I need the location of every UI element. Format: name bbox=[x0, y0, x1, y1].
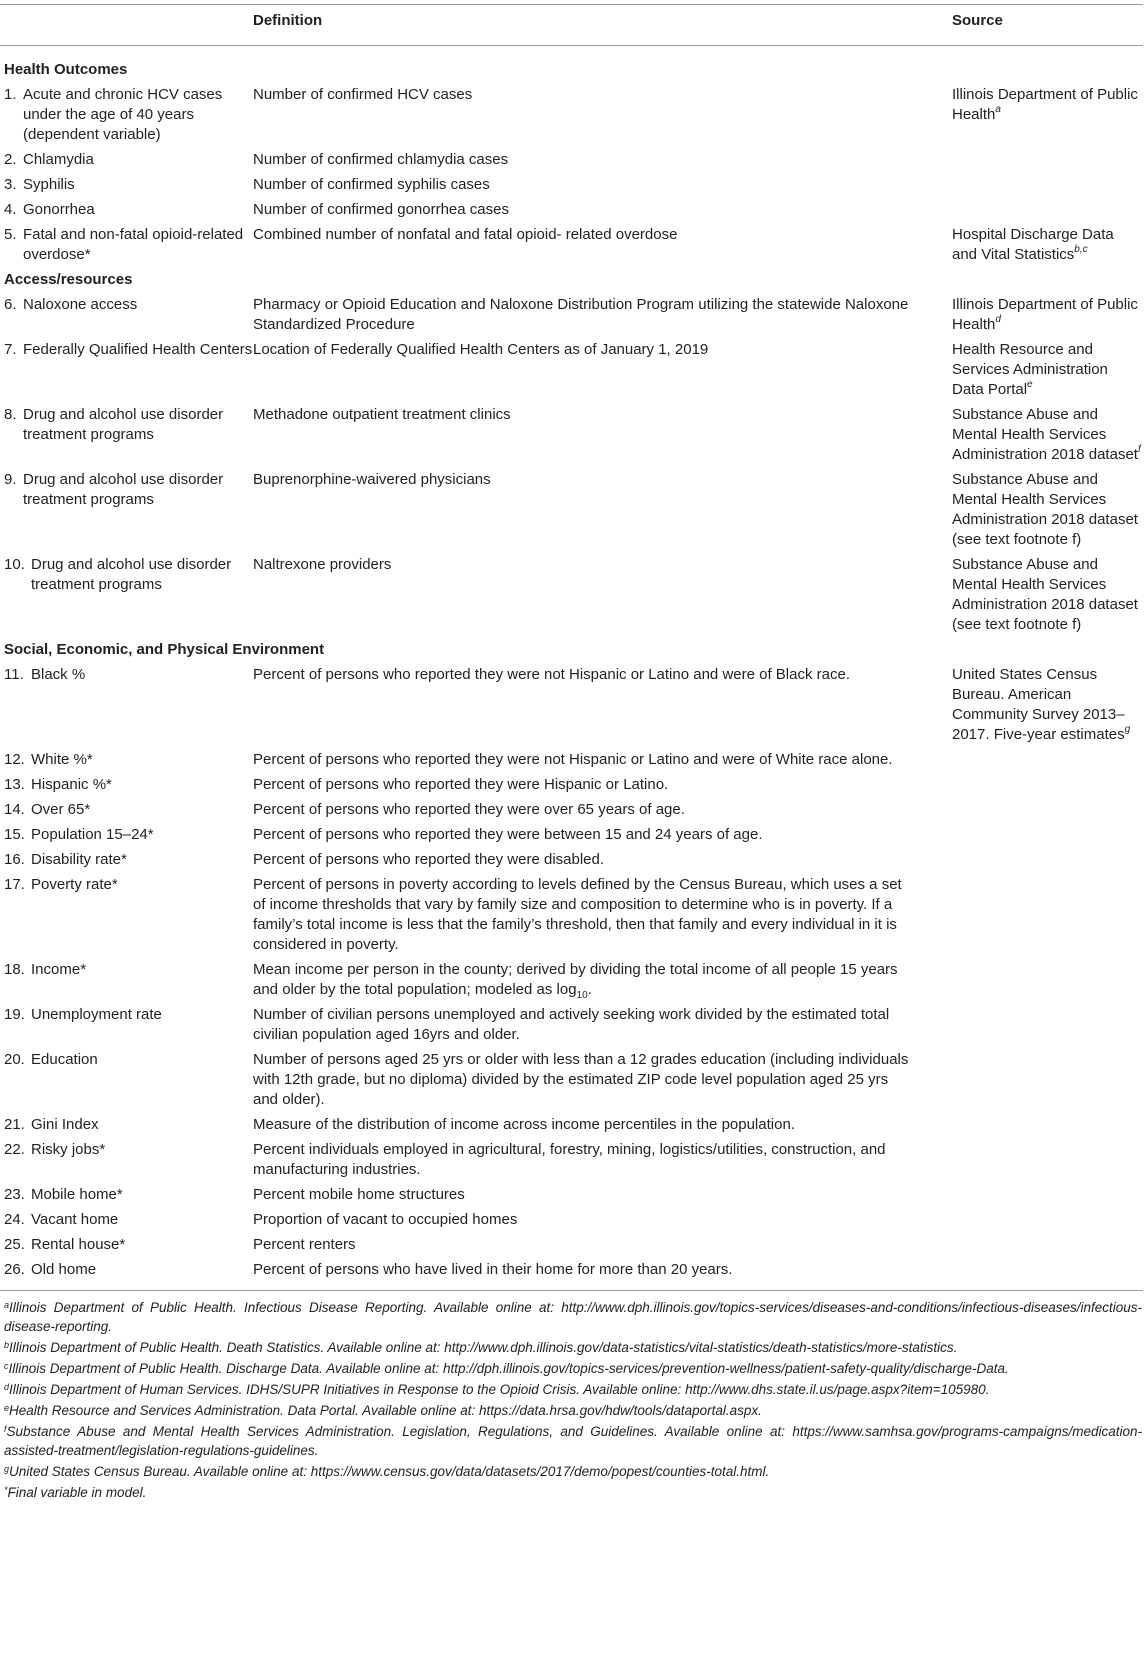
table-row bbox=[0, 1047, 1146, 1112]
definition-cell bbox=[253, 1137, 952, 1182]
source-footnote-mark: g bbox=[1124, 724, 1131, 735]
variable-item bbox=[4, 1235, 253, 1255]
source-cell bbox=[952, 82, 1146, 147]
footnote-text: Illinois Department of Public Health. Discharge Data. Available online at: http://dph.illinois.gov/topics-services/prevention-wellness/patient-safety-quality/discharge-Data. bbox=[8, 1361, 1009, 1376]
variable-item bbox=[4, 1115, 253, 1135]
definition-cell bbox=[253, 337, 952, 402]
definition-cell bbox=[253, 552, 952, 637]
source-footnote-mark: e bbox=[1027, 379, 1033, 390]
definition-cell bbox=[253, 847, 952, 872]
row-number: 14. bbox=[4, 801, 25, 818]
variable-item bbox=[4, 665, 253, 685]
row-number: 15. bbox=[4, 826, 25, 843]
definition-cell bbox=[253, 197, 952, 222]
variable-label: Gonorrhea bbox=[23, 201, 95, 218]
table-row bbox=[0, 1137, 1146, 1182]
definition-text: Combined number of nonfatal and fatal opioid- related overdose bbox=[253, 226, 678, 243]
variable-cell bbox=[0, 747, 253, 772]
row-number: 26. bbox=[4, 1261, 25, 1278]
definition-text: Percent mobile home structures bbox=[253, 1186, 465, 1203]
definition-text: Pharmacy or Opioid Education and Naloxone Distribution Program utilizing the statewide Naloxone Standardized Procedure bbox=[253, 296, 909, 333]
definition-text: Percent of persons who reported they were disabled. bbox=[253, 851, 605, 868]
table-row bbox=[0, 1002, 1146, 1047]
source-cell bbox=[952, 747, 1146, 772]
source-cell bbox=[952, 172, 1146, 197]
source-cell bbox=[952, 797, 1146, 822]
footnote-mark: d bbox=[4, 1382, 10, 1392]
variable-cell bbox=[0, 222, 253, 267]
variable-item bbox=[4, 825, 253, 845]
definition-text: Measure of the distribution of income across income percentiles in the population. bbox=[253, 1116, 795, 1133]
footnote-text: Illinois Department of Public Health. Infectious Disease Reporting. Available online at: http://www.dph.illinois.gov/topics-services/diseases-and-conditions/infectious-diseases/infectious-disease-reporting. bbox=[4, 1300, 1142, 1334]
section-title: Access/resources bbox=[4, 271, 133, 288]
variable-item bbox=[4, 1050, 253, 1070]
row-number: 25. bbox=[4, 1236, 25, 1253]
variable-cell bbox=[0, 1257, 253, 1282]
definition-cell bbox=[253, 957, 952, 1002]
definition-text: Percent individuals employed in agricultural, forestry, mining, logistics/utilities, construction, and manufacturing industries. bbox=[253, 1141, 886, 1178]
variable-cell bbox=[0, 772, 253, 797]
variable-label: Old home bbox=[31, 1261, 97, 1278]
definition-subscript: 10 bbox=[576, 990, 588, 1001]
footnote-mark: b bbox=[4, 1340, 10, 1350]
definition-text: Number of persons aged 25 yrs or older with less than a 12 grades education (including individuals with 12th grade, but no diploma) divided by the estimated ZIP code level population aged 25 yrs and older). bbox=[253, 1051, 909, 1108]
variable-cell bbox=[0, 467, 253, 552]
table-row bbox=[0, 797, 1146, 822]
table-row bbox=[0, 147, 1146, 172]
row-number: 12. bbox=[4, 751, 25, 768]
source-cell bbox=[952, 222, 1146, 267]
row-number: 7. bbox=[4, 341, 17, 358]
variable-label: Education bbox=[31, 1051, 98, 1068]
variable-label: Federally Qualified Health Centers bbox=[23, 341, 253, 358]
footnote-text: Illinois Department of Human Services. IDHS/SUPR Initiatives in Response to the Opioid Crisis. Available online: http://www.dhs.state.il.us/page.aspx?item=105980. bbox=[9, 1382, 990, 1397]
variable-label: Drug and alcohol use disorder treatment programs bbox=[23, 471, 224, 508]
footnote-mark: g bbox=[4, 1464, 10, 1474]
definition-cell bbox=[253, 1182, 952, 1207]
variable-cell bbox=[0, 1182, 253, 1207]
definition-text: Number of confirmed syphilis cases bbox=[253, 176, 490, 193]
source-cell bbox=[952, 1137, 1146, 1182]
definition-cell bbox=[253, 467, 952, 552]
variable-cell bbox=[0, 552, 253, 637]
row-number: 16. bbox=[4, 851, 25, 868]
source-cell bbox=[952, 1257, 1146, 1282]
source-cell bbox=[952, 552, 1146, 637]
source-cell bbox=[952, 147, 1146, 172]
section-title: Health Outcomes bbox=[4, 61, 128, 78]
variable-cell bbox=[0, 1002, 253, 1047]
table-row bbox=[0, 1257, 1146, 1282]
definition-text: Number of confirmed gonorrhea cases bbox=[253, 201, 509, 218]
variable-label: Poverty rate* bbox=[31, 876, 118, 893]
definition-cell bbox=[253, 872, 952, 957]
variable-item bbox=[4, 405, 253, 445]
variable-cell bbox=[0, 957, 253, 1002]
table-row bbox=[0, 747, 1146, 772]
footnote bbox=[4, 1336, 1142, 1357]
variable-column-header bbox=[0, 8, 253, 48]
definition-text: Percent of persons who reported they were between 15 and 24 years of age. bbox=[253, 826, 763, 843]
source-cell bbox=[952, 197, 1146, 222]
definition-cell bbox=[253, 797, 952, 822]
definition-text: Buprenorphine-waivered physicians bbox=[253, 471, 491, 488]
footnote bbox=[4, 1420, 1142, 1460]
table-row bbox=[0, 172, 1146, 197]
row-number: 18. bbox=[4, 961, 25, 978]
row-number: 4. bbox=[4, 201, 17, 218]
source-footnote-mark: a bbox=[995, 104, 1001, 115]
variable-label: Over 65* bbox=[31, 801, 91, 818]
variable-item bbox=[4, 1260, 253, 1280]
source-cell bbox=[952, 1207, 1146, 1232]
variable-label: Syphilis bbox=[23, 176, 75, 193]
source-text: Hospital Discharge Data and Vital Statistics bbox=[952, 226, 1114, 263]
definition-text: Naltrexone providers bbox=[253, 556, 392, 573]
variable-item bbox=[4, 960, 253, 980]
source-footnote-mark: f bbox=[1137, 444, 1141, 455]
source-text: Substance Abuse and Mental Health Services Administration 2018 dataset (see text footnote f) bbox=[952, 556, 1138, 633]
section-title: Social, Economic, and Physical Environment bbox=[4, 641, 325, 658]
source-cell bbox=[952, 292, 1146, 337]
definition-cell bbox=[253, 822, 952, 847]
variable-label: Black % bbox=[31, 666, 86, 683]
row-number: 3. bbox=[4, 176, 17, 193]
footnote-mark: e bbox=[4, 1403, 10, 1413]
row-number: 2. bbox=[4, 151, 17, 168]
variable-label: Drug and alcohol use disorder treatment programs bbox=[23, 406, 224, 443]
table-row bbox=[0, 222, 1146, 267]
variable-cell bbox=[0, 197, 253, 222]
variable-label: Population 15–24* bbox=[31, 826, 154, 843]
source-cell bbox=[952, 957, 1146, 1002]
row-number: 9. bbox=[4, 471, 17, 488]
section-row bbox=[0, 637, 1146, 662]
footnote-mark: f bbox=[4, 1424, 7, 1434]
variable-cell bbox=[0, 1232, 253, 1257]
variable-label: Acute and chronic HCV cases under the age of 40 years (dependent variable) bbox=[23, 86, 223, 143]
source-text: Substance Abuse and Mental Health Services Administration 2018 dataset (see text footnote f) bbox=[952, 471, 1138, 548]
variable-label: Income* bbox=[31, 961, 87, 978]
variable-item bbox=[4, 340, 253, 360]
variable-label: Drug and alcohol use disorder treatment programs bbox=[31, 556, 232, 593]
definition-text: Percent of persons who reported they were Hispanic or Latino. bbox=[253, 776, 669, 793]
definition-column-header: Definition bbox=[253, 12, 323, 29]
row-number: 6. bbox=[4, 296, 17, 313]
variable-cell bbox=[0, 1112, 253, 1137]
source-text: United States Census Bureau. American Community Survey 2013–2017. Five-year estimates bbox=[952, 666, 1125, 743]
variable-label: White %* bbox=[31, 751, 93, 768]
definition-text: Location of Federally Qualified Health Centers as of January 1, 2019 bbox=[253, 341, 709, 358]
variable-label: Hispanic %* bbox=[31, 776, 112, 793]
table-row bbox=[0, 337, 1146, 402]
definition-cell bbox=[253, 772, 952, 797]
footnotes bbox=[4, 1296, 1142, 1502]
source-cell bbox=[952, 402, 1146, 467]
table-row bbox=[0, 822, 1146, 847]
definition-text: Percent renters bbox=[253, 1236, 356, 1253]
footnote bbox=[4, 1378, 1142, 1399]
variable-cell bbox=[0, 337, 253, 402]
table-row bbox=[0, 957, 1146, 1002]
definition-text: Methadone outpatient treatment clinics bbox=[253, 406, 511, 423]
row-number: 11. bbox=[4, 666, 24, 683]
source-cell bbox=[952, 1047, 1146, 1112]
source-cell bbox=[952, 1002, 1146, 1047]
row-number: 17. bbox=[4, 876, 25, 893]
source-cell bbox=[952, 847, 1146, 872]
variable-item bbox=[4, 850, 253, 870]
variable-item bbox=[4, 1140, 253, 1160]
source-cell bbox=[952, 822, 1146, 847]
definition-text: Proportion of vacant to occupied homes bbox=[253, 1211, 518, 1228]
table-row bbox=[0, 1207, 1146, 1232]
variable-item bbox=[4, 1005, 253, 1025]
table-row bbox=[0, 662, 1146, 747]
source-footnote-mark: b,c bbox=[1074, 244, 1088, 255]
footnote-mark: * bbox=[4, 1485, 8, 1495]
definition-text: Mean income per person in the county; derived by dividing the total income of all people 15 years and older by the total population; modeled as log bbox=[253, 961, 898, 998]
definition-text: Percent of persons in poverty according to levels defined by the Census Bureau, which uses a set of income thresholds that vary by family size and composition to determine who is in poverty. If a family’s total income is less that the family’s threshold, then that family and every individual in it is considered in poverty. bbox=[253, 876, 902, 953]
top-rule bbox=[0, 4, 1143, 5]
definition-tail: . bbox=[587, 981, 592, 998]
definition-cell bbox=[253, 1232, 952, 1257]
bottom-rule bbox=[0, 1290, 1143, 1291]
row-number: 10. bbox=[4, 556, 25, 573]
definition-cell bbox=[253, 292, 952, 337]
definition-text: Percent of persons who have lived in their home for more than 20 years. bbox=[253, 1261, 733, 1278]
table-row bbox=[0, 552, 1146, 637]
row-number: 13. bbox=[4, 776, 25, 793]
section-row bbox=[0, 48, 1146, 82]
variable-item bbox=[4, 85, 253, 145]
definition-text: Number of confirmed HCV cases bbox=[253, 86, 473, 103]
row-number: 21. bbox=[4, 1116, 25, 1133]
variable-item bbox=[4, 175, 253, 195]
footnote-text: Final variable in model. bbox=[7, 1485, 147, 1500]
variable-item bbox=[4, 470, 253, 510]
table-row bbox=[0, 467, 1146, 552]
footnote-mark: c bbox=[4, 1361, 9, 1371]
source-text: Health Resource and Services Administration Data Portal bbox=[952, 341, 1108, 398]
footnote-text: Illinois Department of Public Health. Death Statistics. Available online at: http://www.dph.illinois.gov/data-statistics/vital-statistics/death-statistics/more-statistics. bbox=[9, 1340, 958, 1355]
definition-cell bbox=[253, 1257, 952, 1282]
row-number: 19. bbox=[4, 1006, 25, 1023]
row-number: 22. bbox=[4, 1141, 25, 1158]
table-row bbox=[0, 1112, 1146, 1137]
footnote bbox=[4, 1460, 1142, 1481]
footnote-mark: a bbox=[4, 1300, 10, 1310]
footnote bbox=[4, 1357, 1142, 1378]
definition-cell bbox=[253, 747, 952, 772]
source-cell bbox=[952, 1232, 1146, 1257]
table-row bbox=[0, 402, 1146, 467]
variable-label: Chlamydia bbox=[23, 151, 94, 168]
variable-cell bbox=[0, 822, 253, 847]
variable-cell bbox=[0, 147, 253, 172]
source-cell bbox=[952, 662, 1146, 747]
variable-label: Gini Index bbox=[31, 1116, 99, 1133]
source-text: Illinois Department of Public Health bbox=[952, 86, 1138, 123]
variable-cell bbox=[0, 172, 253, 197]
variable-label: Vacant home bbox=[31, 1211, 119, 1228]
variable-label: Rental house* bbox=[31, 1236, 126, 1253]
row-number: 8. bbox=[4, 406, 17, 423]
table-row bbox=[0, 292, 1146, 337]
definition-cell bbox=[253, 402, 952, 467]
source-cell bbox=[952, 772, 1146, 797]
row-number: 24. bbox=[4, 1211, 25, 1228]
definition-cell bbox=[253, 662, 952, 747]
variables-table bbox=[0, 8, 1146, 1282]
variable-item bbox=[4, 1210, 253, 1230]
definition-text: Percent of persons who reported they were over 65 years of age. bbox=[253, 801, 685, 818]
variable-cell bbox=[0, 797, 253, 822]
variable-cell bbox=[0, 872, 253, 957]
variable-cell bbox=[0, 1207, 253, 1232]
section-row bbox=[0, 267, 1146, 292]
definition-text: Number of confirmed chlamydia cases bbox=[253, 151, 509, 168]
table-row bbox=[0, 82, 1146, 147]
table-row bbox=[0, 197, 1146, 222]
source-text: Illinois Department of Public Health bbox=[952, 296, 1138, 333]
definition-text: Number of civilian persons unemployed and actively seeking work divided by the estimated total civilian population aged 16yrs and older. bbox=[253, 1006, 890, 1043]
variable-cell bbox=[0, 292, 253, 337]
footnote bbox=[4, 1296, 1142, 1336]
variable-cell bbox=[0, 402, 253, 467]
table-row bbox=[0, 1182, 1146, 1207]
row-number: 20. bbox=[4, 1051, 25, 1068]
definition-cell bbox=[253, 172, 952, 197]
variable-item bbox=[4, 295, 253, 315]
row-number: 23. bbox=[4, 1186, 25, 1203]
variable-item bbox=[4, 775, 253, 795]
variable-label: Risky jobs* bbox=[31, 1141, 106, 1158]
table-row bbox=[0, 872, 1146, 957]
definition-cell bbox=[253, 82, 952, 147]
footnote bbox=[4, 1399, 1142, 1420]
footnote-text: Health Resource and Services Administration. Data Portal. Available online at: https://data.hrsa.gov/hdw/tools/dataportal.aspx. bbox=[9, 1403, 762, 1418]
footnote-text: Substance Abuse and Mental Health Services Administration. Legislation, Regulations, and Guidelines. Available online at: https://www.samhsa.gov/programs-campaigns/medication-assisted-treatment/legislation-regulations-guidelines. bbox=[4, 1424, 1142, 1458]
definition-cell bbox=[253, 1002, 952, 1047]
table-row bbox=[0, 1232, 1146, 1257]
table-row bbox=[0, 847, 1146, 872]
variable-label: Disability rate* bbox=[31, 851, 127, 868]
table-row bbox=[0, 772, 1146, 797]
source-cell bbox=[952, 467, 1146, 552]
definition-cell bbox=[253, 1112, 952, 1137]
definition-cell bbox=[253, 222, 952, 267]
variable-label: Unemployment rate bbox=[31, 1006, 162, 1023]
variable-cell bbox=[0, 1137, 253, 1182]
footnote-text: United States Census Bureau. Available online at: https://www.census.gov/data/datasets/2017/demo/popest/counties-total.html. bbox=[9, 1464, 770, 1479]
table-header-row bbox=[0, 8, 1146, 48]
variable-item bbox=[4, 150, 253, 170]
source-text: Substance Abuse and Mental Health Services Administration 2018 dataset bbox=[952, 406, 1138, 463]
variable-item bbox=[4, 225, 253, 265]
variable-item bbox=[4, 750, 253, 770]
definition-text: Percent of persons who reported they were not Hispanic or Latino and were of Black race. bbox=[253, 666, 850, 683]
variable-cell bbox=[0, 662, 253, 747]
definition-cell bbox=[253, 147, 952, 172]
row-number: 5. bbox=[4, 226, 17, 243]
definition-cell bbox=[253, 1207, 952, 1232]
variable-item bbox=[4, 800, 253, 820]
source-cell bbox=[952, 1112, 1146, 1137]
source-cell bbox=[952, 872, 1146, 957]
source-column-header: Source bbox=[952, 12, 1003, 29]
variable-item bbox=[4, 555, 253, 595]
source-cell bbox=[952, 337, 1146, 402]
footnote bbox=[4, 1481, 1142, 1502]
definition-cell bbox=[253, 1047, 952, 1112]
definition-text: Percent of persons who reported they were not Hispanic or Latino and were of White race alone. bbox=[253, 751, 893, 768]
source-footnote-mark: d bbox=[995, 314, 1001, 325]
variable-cell bbox=[0, 82, 253, 147]
variable-label: Naloxone access bbox=[23, 296, 138, 313]
variable-label: Mobile home* bbox=[31, 1186, 123, 1203]
source-cell bbox=[952, 1182, 1146, 1207]
row-number: 1. bbox=[4, 86, 17, 103]
table-body bbox=[0, 48, 1146, 1282]
variable-cell bbox=[0, 1047, 253, 1112]
variable-cell bbox=[0, 847, 253, 872]
variable-label: Fatal and non-fatal opioid-related overdose* bbox=[23, 226, 244, 263]
variable-item bbox=[4, 1185, 253, 1205]
variable-item bbox=[4, 200, 253, 220]
variable-item bbox=[4, 875, 253, 895]
